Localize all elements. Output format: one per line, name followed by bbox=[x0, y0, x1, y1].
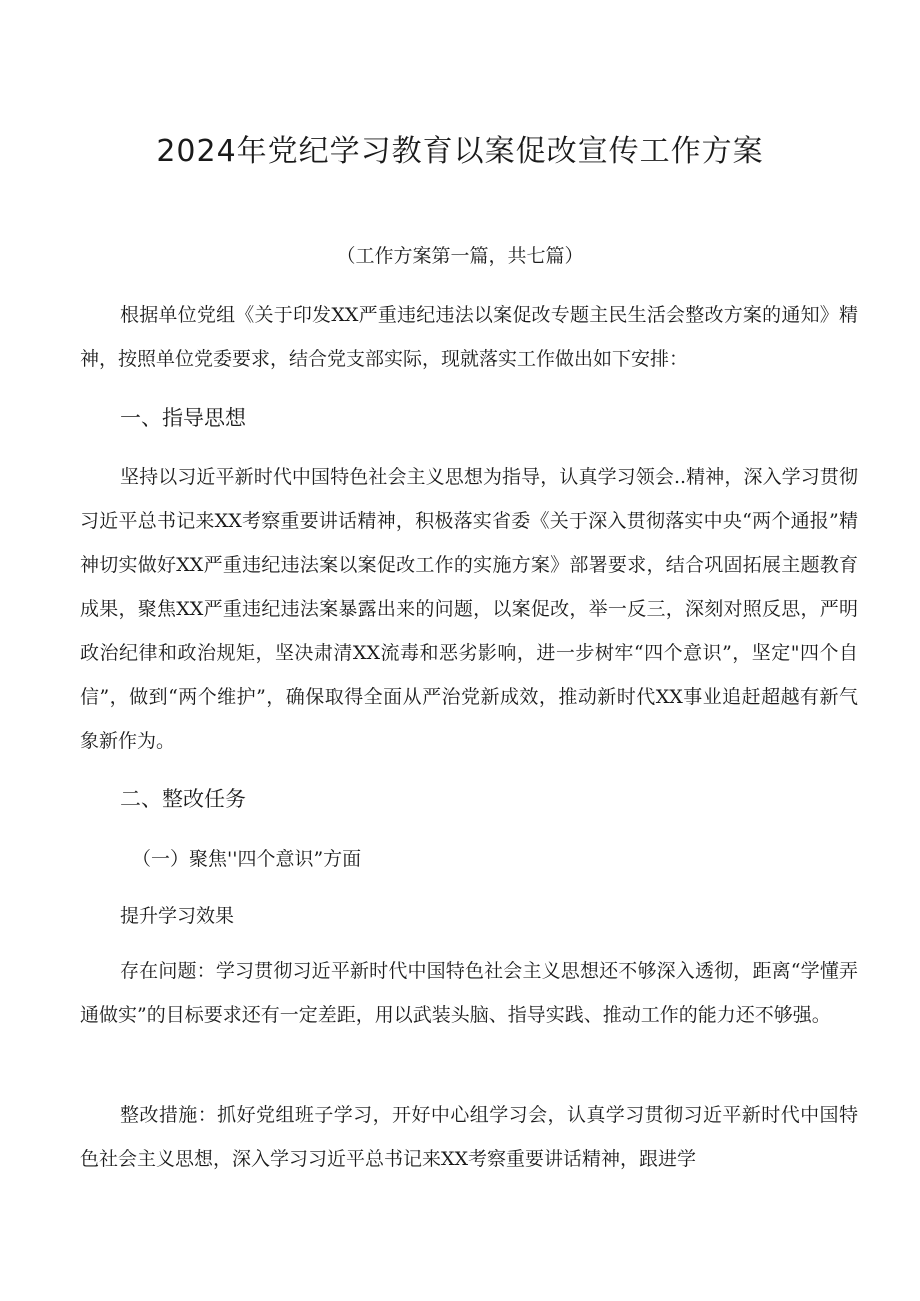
measure-paragraph: 整改措施：抓好党组班子学习，开好中心组学习会，认真学习贯彻习近平新时代中国特色社会主义思想，深入学习习近平总书记来XX考察重要讲话精神，跟进学 bbox=[80, 1104, 858, 1170]
document-subtitle: （工作方案第一篇，共七篇） bbox=[336, 245, 584, 267]
intro-paragraph: 根据单位党组《关于印发XX严重违纪违法以案促改专题主民生活会整改方案的通知》精神，按照单位党委要求，结合党支部实际，现就落实工作做出如下安排： bbox=[80, 304, 858, 370]
problem-paragraph: 存在问题：学习贯彻习近平新时代中国特色社会主义思想还不够深入透彻，距离“学懂弄通做实”的目标要求还有一定差距，用以武装头脑、指导实践、推动工作的能力还不够强。 bbox=[80, 960, 858, 1026]
document-title: 2024年党纪学习教育以案促改宣传工作方案 bbox=[156, 134, 764, 169]
guiding-ideology-paragraph: 坚持以习近平新时代中国特色社会主义思想为指导，认真学习领会..精神，深入学习贯彻习近平总书记来XX考察重要讲话精神，积极落实省委《关于深入贯彻落实中央“两个通报”精神切实做好XX严重违纪违法案以案促改工作的实施方案》部署要求，结合巩固拓展主题教育成果，聚焦XX严重违纪违法案暴露出来的问题，以案促改，举一反三，深刻对照反思，严明政治纪律和政治规矩，坚决肃清XX流毒和恶劣影响，进一步树牢“四个意识”，坚定"四个自信”，做到“两个维护”，确保取得全面从严治党新成效，推动新时代XX事业追赶超越有新气象新作为。 bbox=[80, 466, 858, 752]
section-heading-guiding-ideology: 一、指导思想 bbox=[120, 406, 246, 430]
item-improve-learning: 提升学习效果 bbox=[120, 905, 235, 927]
section-heading-rectification-tasks: 二、整改任务 bbox=[120, 787, 246, 811]
subsection-four-consciousness: （一）聚焦''四个意识”方面 bbox=[132, 848, 362, 870]
